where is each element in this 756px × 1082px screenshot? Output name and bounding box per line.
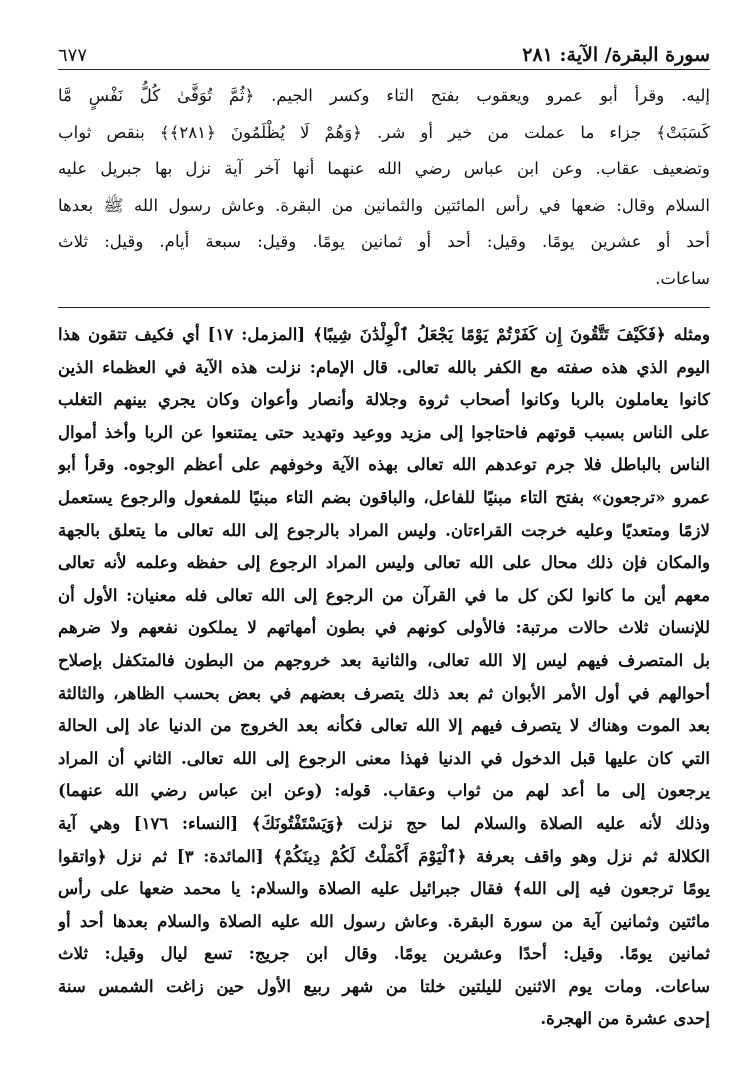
text-line: ساعات. bbox=[655, 268, 710, 288]
text-line: أحد أو عشرين يومًا. وقيل: أحد أو ثمانين يومًا. وقيل: سبعة أيام. وقيل: ثلاث bbox=[58, 232, 710, 251]
commentary-line: التي كان عليها قبل الدخول في الدنيا فهذا معنى الرجوع إلى الله تعالى. الثاني أن المراد bbox=[58, 747, 710, 768]
commentary-line: بعد الموت وهناك لا يتصرف فيهم إلا الله تعالى فكأنه بعد الخروج من الدنيا عاد إلى الحالة bbox=[58, 715, 710, 736]
main-text bbox=[58, 78, 710, 297]
commentary-line: ثمانين يومًا. وقيل: أحدًا وعشرين يومًا. وقال ابن جريج: تسع ليال وقيل: ثلاث bbox=[58, 943, 710, 964]
commentary-line: الكلالة ثم نزل وهو واقف بعرفة ﴿ٱلْيَوْمَ أَكْمَلْتُ لَكُمْ دِينَكُمْ﴾ [المائدة: ٣] ثم نزل ﴿واتقوا bbox=[58, 845, 710, 866]
commentary-line: ومثله ﴿فَكَيْفَ تَتَّقُونَ إِن كَفَرْتُمْ يَوْمًا يَجْعَلُ ٱلْوِلْدَٰنَ شِيبًا﴾ [المزمل: ١٧] أي فكيف تتقون هذا bbox=[58, 324, 710, 344]
commentary-line: معهم أين ما كانوا لكن كل ما في القرآن من الرجوع إلى الله تعالى فله معنيان: الأول أن bbox=[58, 584, 710, 605]
commentary-line: لازمًا ومتعديًا وعليه خرجت القراءتان. وليس المراد بالرجوع إلى الله تعالى ما يتعلق بالجهة bbox=[58, 519, 710, 540]
commentary-line: الناس بالباطل فلا جرم توعدهم الله تعالى بهذه الآية وخوفهم على أعظم الوجوه. وقرأ أبو bbox=[58, 454, 710, 475]
text-line: إليه. وقرأ أبو عمرو ويعقوب بفتح التاء وكسر الجيم. ﴿ثُمَّ تُوَفَّىٰ كُلُّ نَفْسٍ مَّا bbox=[58, 86, 710, 105]
commentary-line: مائتين وثمانين آية من سورة البقرة. وعاش رسول الله عليه الصلاة والسلام بعدها أحد أو bbox=[58, 910, 710, 931]
commentary-line: أحوالهم في أول الأمر الأبوان ثم بعد ذلك يتصرف بعضهم في بعض بحسب الظاهر، والثالثة bbox=[58, 682, 710, 703]
commentary-line: والمكان فإن ذلك محال على الله تعالى وليس المراد الرجوع إلى حفظه وعلمه لأنه تعالى bbox=[58, 552, 710, 573]
page bbox=[58, 36, 710, 1035]
page-header bbox=[58, 36, 710, 70]
commentary-line: اليوم الذي هذه صفته مع الكفر بالله تعالى. قال الإمام: نزلت هذه الآية في العظماء الذين bbox=[58, 356, 710, 377]
text-line: السلام وقال: ضعها في رأس المائتين والثمانين من البقرة. وعاش رسول الله ﷺ بعدها bbox=[58, 195, 710, 215]
commentary-line: إحدى عشرة من الهجرة. bbox=[540, 1008, 710, 1029]
commentary-line: ساعات. ومات يوم الاثنين لليلتين خلتا من شهر ربيع الأول حين زاغت الشمس سنة bbox=[58, 975, 710, 996]
commentary-line: بل المتصرف فيهم ليس إلا الله تعالى، والثانية بعد خروجهم من البطون فالمتكفل بإصلاح bbox=[58, 649, 710, 670]
surah-title: سورة البقرة/ الآية: ٢٨١ bbox=[522, 44, 710, 66]
commentary-text bbox=[58, 318, 710, 1035]
section-divider bbox=[58, 307, 710, 308]
commentary-line: كانوا يعاملون بالربا وكانوا أصحاب ثروة وجلالة وأنصار وأعوان وكان يجري بينهم التغلب bbox=[58, 389, 710, 410]
commentary-line: على الناس بسبب قوتهم فاحتاجوا إلى مزيد ووعيد وتهديد حتى يمتنعوا عن الربا وأخذ أموال bbox=[58, 421, 710, 442]
commentary-line: للإنسان ثلاث حالات مرتبة: فالأولى كونهم في بطون أمهاتهم لا يملكون نفعهم ولا ضرهم bbox=[58, 617, 710, 638]
commentary-line: يومًا ترجعون فيه إلى الله﴾ فقال جبرائيل عليه الصلاة والسلام: يا محمد ضعها على رأس bbox=[58, 878, 710, 899]
text-line: كَسَبَتْ﴾ جزاء ما عملت من خير أو شر. ﴿وَهُمْ لَا يُظْلَمُونَ ﴿٢٨١﴾﴾ بنقص ثواب bbox=[58, 122, 710, 142]
page-number: ٦٧٧ bbox=[58, 45, 88, 66]
commentary-line: وذلك لأنه عليه الصلاة والسلام لما حج نزلت ﴿وَيَسْتَفْتُونَكَ﴾ [النساء: ١٧٦] وهي آية bbox=[58, 812, 710, 833]
commentary-line: عمرو «ترجعون» بفتح التاء مبنيًا للفاعل، والباقون بضم التاء مبنيًا للمفعول والرجوع يستعمل bbox=[58, 486, 710, 507]
text-line: وتضعيف عقاب. وعن ابن عباس رضي الله عنهما أنها آخر آية نزل بها جبريل عليه bbox=[58, 159, 710, 178]
commentary-line: يرجعون إلى ما أعد لهم من ثواب وعقاب. قوله: (وعن ابن عباس رضي الله عنهما) bbox=[58, 780, 710, 801]
